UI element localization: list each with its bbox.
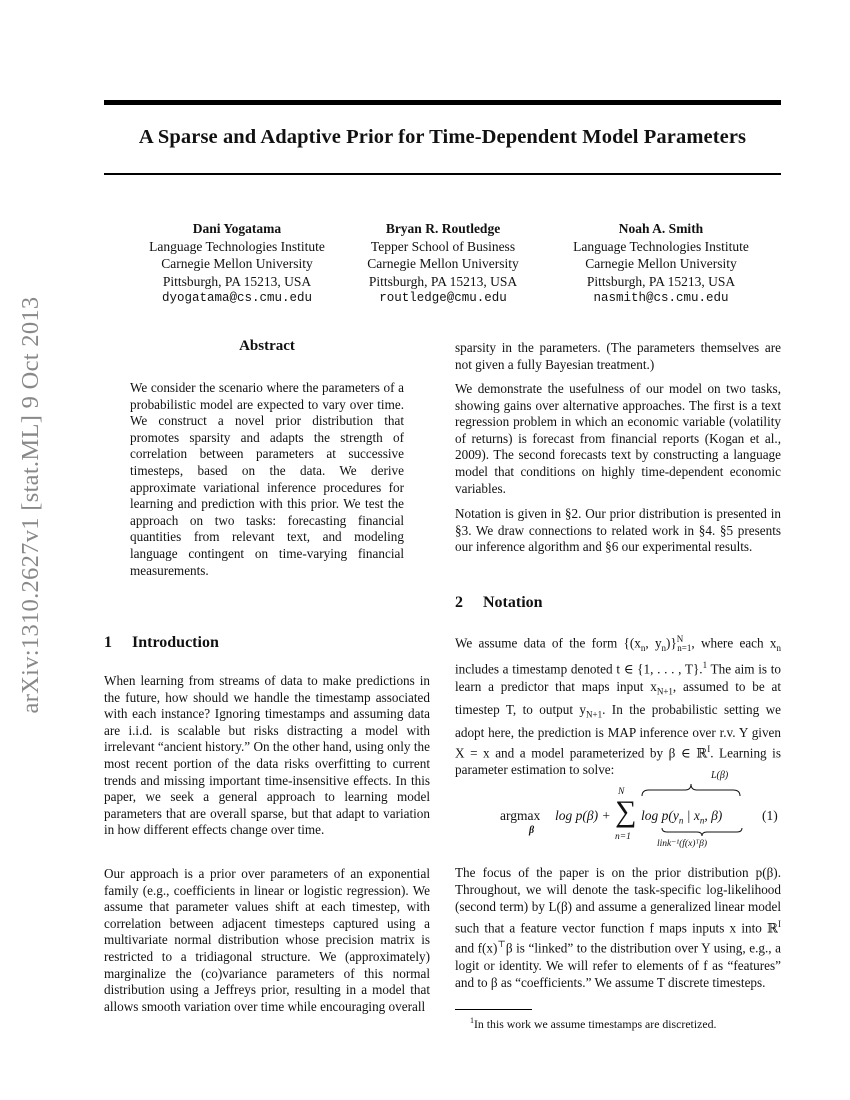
paper-title: A Sparse and Adaptive Prior for Time-Dependent Model Parameters bbox=[138, 126, 747, 148]
author-address: Pittsburgh, PA 15213, USA bbox=[586, 273, 736, 289]
section-number: 1 bbox=[104, 634, 112, 651]
title-rule-bottom bbox=[104, 173, 781, 175]
section-heading-notation bbox=[455, 594, 781, 612]
notation-paragraph-2: The focus of the paper is on the prior distribution p(β). Throughout, we will denote the task-specific log-likelihood (second term) by L(β) and assume a generalized linear model such that a feature vector function f maps inputs x into ℝ$^I$ and f(x)⊤β is “linked” to the distribution over Y using, e.g., a logit or identity. We will refer to elements of f as “features” and to β as “coefficients.” We assume T discrete timesteps. bbox=[455, 865, 781, 990]
author-email[interactable]: nasmith@cs.cmu.edu bbox=[593, 291, 729, 305]
equation-sum-bottom: n=1 bbox=[615, 832, 631, 842]
author-university: Carnegie Mellon University bbox=[585, 256, 737, 271]
section-number: 2 bbox=[455, 594, 463, 611]
author-university: Carnegie Mellon University bbox=[367, 256, 519, 271]
author-name: Bryan R. Routledge bbox=[385, 221, 501, 236]
equation-argmax-subscript: β bbox=[529, 825, 535, 836]
footnote bbox=[470, 1014, 780, 1031]
equation-link-label: link⁻¹(f(x)ᵀβ) bbox=[657, 839, 708, 849]
intro-paragraph-3: We demonstrate the usefulness of our model on two tasks, showing gains over alternative approaches. The first is a text regression problem in which an economic variable (volatility of returns) is forecast from financial reports (Kogan et al., 2009). The second forecasts text by constructing a language model that conditions on highly time-dependent economic variables. bbox=[455, 381, 781, 496]
author-name: Dani Yogatama bbox=[192, 221, 282, 236]
author-address: Pittsburgh, PA 15213, USA bbox=[162, 273, 312, 289]
author-email[interactable]: dyogatama@cs.cmu.edu bbox=[161, 291, 313, 305]
footnote-mark: 1 bbox=[470, 1016, 474, 1025]
equation-number: (1) bbox=[762, 808, 778, 823]
section-title: Notation bbox=[483, 594, 543, 611]
title-rule-top bbox=[104, 100, 781, 105]
author-block-2 bbox=[328, 220, 558, 308]
equation-1 bbox=[455, 770, 781, 856]
section-title: Introduction bbox=[132, 634, 219, 651]
notation-paragraph-1: We assume data of the form {($x_n$, $y_n)\}^N_{n=1}$, where each $x_n$ includes a timestamp denoted t ∈ {1, . . . , T}.$^1$ The aim is to learn a predictor that maps input $x_{N+1}$, assumed to be at timestep T, to output $y_{N+1}$. In the probabilistic setting we adopt here, the prediction is MAP inference over r.v. Y given X = x and a model parameterized by β ∈ ℝ$^I$. Learning is parameter estimation to solve: bbox=[455, 634, 782, 778]
intro-paragraph-4: Notation is given in §2. Our prior distribution is presented in §3. We draw connections to related work in §4. §5 presents our inference algorithm and §6 our experimental results. bbox=[455, 506, 781, 555]
intro-paragraph-2: Our approach is a prior over parameters of an exponential family (e.g., coefficients in linear or logistic regression). We assume that parameter values shift at each timestep, with correlation between adjacent timesteps captured using a multivariate normal distribution whose precision matrix is restricted to a tridiagonal structure. We (approximately) marginalize the (co)variance parameters of this normal distribution using a Jeffreys prior, resulting in a model that allows smooth variation over time while encouraging overall bbox=[104, 866, 430, 1014]
author-affiliation: Language Technologies Institute bbox=[573, 238, 749, 254]
author-affiliation: Language Technologies Institute bbox=[149, 238, 325, 254]
author-address: Pittsburgh, PA 15213, USA bbox=[368, 273, 518, 289]
abstract-heading: Abstract bbox=[239, 338, 295, 354]
equation-log-likelihood: $\log p(y_n$ | $x_n$, β) bbox=[641, 808, 723, 826]
section-heading-introduction bbox=[104, 634, 430, 652]
equation-sum-symbol: ∑ bbox=[615, 795, 637, 828]
equation-brace-label: L(β) bbox=[711, 770, 729, 781]
underbrace bbox=[661, 827, 743, 837]
intro-paragraph-2-continued: sparsity in the parameters. (The parameters themselves are not given a fully Bayesian treatment.) bbox=[455, 340, 781, 372]
arxiv-stamp bbox=[6, 296, 56, 714]
author-affiliation: Tepper School of Business bbox=[370, 238, 516, 254]
author-block-3 bbox=[546, 220, 776, 308]
abstract-text: We consider the scenario where the parameters of a probabilistic model are expected to vary over time. We construct a novel prior distribution that promotes sparsity and adapts the strength of correlation between parameters at successive timesteps, based on the data. We derive approximate variational inference procedures for learning and prediction with this prior. We test the approach on two tasks: forecasting financial quantities from relevant text, and modeling language contingent on time-varying financial measurements. bbox=[130, 380, 404, 578]
overbrace bbox=[641, 783, 741, 797]
author-name: Noah A. Smith bbox=[618, 221, 704, 236]
footnote-marker: 1 bbox=[702, 660, 708, 671]
author-university: Carnegie Mellon University bbox=[161, 256, 313, 271]
author-block-1 bbox=[122, 220, 352, 308]
author-email[interactable]: routledge@cmu.edu bbox=[379, 291, 507, 305]
footnote-text: In this work we assume timestamps are discretized. bbox=[474, 1016, 717, 1031]
equation-sum-top: N bbox=[618, 787, 625, 797]
footnote-rule bbox=[455, 1009, 532, 1010]
arxiv-id: arXiv:1310.2627v1 [stat.ML] 9 Oct 2013 bbox=[17, 296, 44, 714]
intro-paragraph-1: When learning from streams of data to make predictions in the future, how should we handle the timestamp associated with each instance? Ignoring timestamps and assuming data are i.i.d. is scalable but risks distracting a model with irrelevant “ancient history.” On the other hand, using only the most recent portion of the data risks overfitting to current trends and missing important time-insensitive effects. In this paper, we seek a general approach to learning model parameters that are overall sparse, but that adapt to variation in how different effects change over time. bbox=[104, 673, 430, 838]
equation-log-prior: log p(β) + bbox=[555, 808, 611, 823]
equation-argmax: argmax bbox=[500, 808, 541, 823]
